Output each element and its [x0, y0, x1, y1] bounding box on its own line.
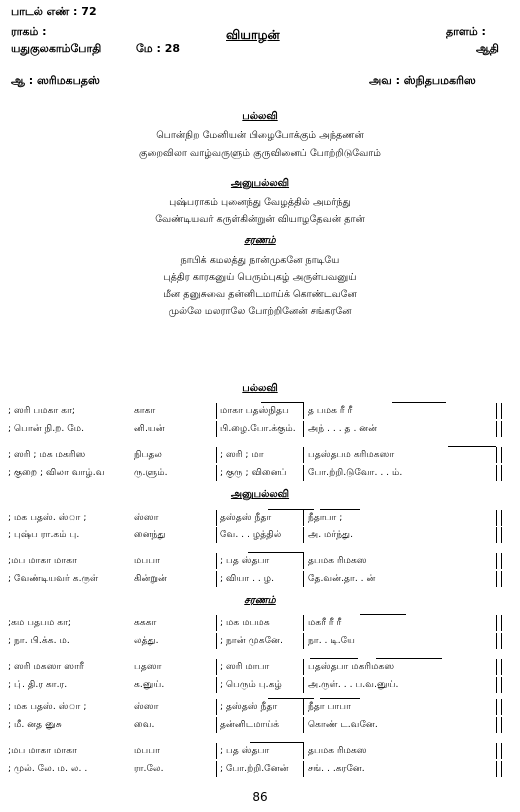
talam-label: தாளம் : — [446, 25, 486, 38]
song-title: வியாழன் — [226, 27, 280, 42]
tara-sthayi-overline — [376, 658, 442, 659]
bar-line — [303, 677, 304, 693]
notation-cell: அ. மர்ந்து. — [308, 529, 354, 540]
lyric-line: புத்திர காரகனுய் பெரும்புகழ் அருள்பவனுய் — [163, 272, 357, 283]
tara-sthayi-overline — [268, 509, 314, 510]
double-bar-line — [496, 761, 502, 777]
tara-sthayi-overline — [250, 742, 304, 743]
double-bar-line — [496, 677, 502, 693]
bar-line — [303, 717, 304, 733]
notation-cell: ; நா. பி.க்க. ம. — [8, 635, 70, 646]
notation-cell: ; மக மபமக — [220, 617, 270, 628]
notation-cell: நிபதல — [134, 449, 163, 460]
notation-row — [0, 677, 520, 694]
notation-cell: ; மக பதஸ். ஸ்ா ; — [8, 701, 87, 712]
double-bar-line — [496, 699, 502, 715]
bar-line — [216, 717, 217, 733]
notation-cell: ; ஸரி ; மக மகரிஸ — [8, 449, 86, 460]
double-bar-line — [496, 717, 502, 733]
notation-cell: த பமக ரீ ரீ — [308, 405, 353, 416]
notation-charanam-heading: சரணம் — [244, 595, 276, 606]
notation-cell: லத்து. — [134, 635, 159, 646]
lyrics-anupallavi-heading: அனுபல்லவி — [230, 178, 290, 189]
notation-cell: ; ஸரி மகஸா ஸாரீ — [8, 661, 84, 672]
double-bar-line — [496, 527, 502, 543]
mela-number: மே : 28 — [136, 42, 181, 55]
notation-cell: ரா.லே. — [134, 763, 164, 774]
bar-line — [216, 743, 217, 759]
notation-row — [0, 421, 520, 438]
notation-cell: நா. . டி.யே — [308, 635, 356, 646]
notation-row — [0, 527, 520, 544]
avarohanam: அவ : ஸ்நிதபமகரிஸ — [369, 74, 476, 87]
talam-name: ஆதி — [476, 42, 499, 55]
tara-sthayi-overline — [360, 614, 406, 615]
double-bar-line — [496, 615, 502, 631]
bar-line — [303, 447, 304, 463]
notation-cell: தே.வன்.தா. . ன் — [308, 573, 376, 584]
notation-cell: ; பத ஸ்தபா — [220, 555, 270, 566]
notation-anupallavi-heading: அனுபல்லவி — [230, 489, 290, 500]
bar-line — [216, 659, 217, 675]
double-bar-line — [496, 553, 502, 569]
notation-cell: னைந்து — [134, 529, 166, 540]
notation-cell: கொண் ட.வனே. — [308, 719, 378, 730]
notation-cell: பதஸ்தபம கரிமகஸா — [308, 449, 395, 460]
bar-line — [303, 527, 304, 543]
notation-cell: ; தஸ்தஸ் நீதா — [220, 701, 278, 712]
notation-cell: ;கம பதபம கா; — [8, 617, 72, 628]
tara-sthayi-overline — [320, 509, 360, 510]
notation-cell: ; மக பதஸ். ஸ்ா ; — [8, 512, 87, 523]
notation-cell: ; வேண்டியவர் க.ருள் — [8, 573, 99, 584]
double-bar-line — [496, 743, 502, 759]
notation-cell: ஸ்ஸா — [134, 512, 159, 523]
ragam-name: யதுகுலகாம்போதி — [11, 42, 102, 55]
bar-line — [216, 447, 217, 463]
bar-line — [303, 633, 304, 649]
notation-cell: னி.யன் — [134, 423, 165, 434]
notation-pallavi-heading: பல்லவி — [242, 383, 278, 394]
notation-cell: ; பொன் நி.ற. மே. — [8, 423, 85, 434]
tara-sthayi-overline — [268, 698, 314, 699]
bar-line — [303, 699, 304, 715]
tara-sthayi-overline — [448, 446, 496, 447]
lyric-line: வேண்டியவர் கருள்கின்றுன் வியாழதேவன் தான் — [155, 214, 365, 225]
notation-cell: ; முல். லே. ம. ல. . — [8, 763, 88, 774]
lyric-line: நாபிக் கமலத்து நான்முகனே நாடியே — [180, 255, 340, 266]
bar-line — [303, 615, 304, 631]
bar-line — [303, 403, 304, 419]
notation-cell: ; ஸரி பமகா கா; — [8, 405, 76, 416]
notation-cell: போ.ற்றி.டுவோ. . . ம். — [308, 467, 403, 478]
notation-row — [0, 699, 520, 716]
notation-cell: ; பத ஸ்தபா — [220, 745, 270, 756]
notation-cell: ;மப மாகா மாகா — [8, 745, 77, 756]
lyric-line: பொன்நிற மேனியன் பிழைபோக்கும் அந்தணன் — [156, 130, 364, 141]
notation-cell: வே. . . ழத்தில் — [220, 529, 282, 540]
notation-cell: ;மப மாகா மாகா — [8, 555, 77, 566]
notation-cell: ; பு். தி.ர கா.ர. — [8, 679, 68, 690]
ragam-label: ராகம் : — [11, 25, 47, 38]
notation-cell: ; பெரும் பு.கழ் — [220, 679, 282, 690]
bar-line — [303, 553, 304, 569]
notation-cell: மபபா — [134, 745, 160, 756]
notation-cell: நீதா பாபா — [308, 701, 351, 712]
lyric-line: குறைவிலா வாழ்வருளும் குருவினைப் போற்றிடுவோம் — [138, 148, 382, 159]
notation-row — [0, 465, 520, 482]
double-bar-line — [496, 465, 502, 481]
bar-line — [303, 571, 304, 587]
notation-row — [0, 761, 520, 778]
notation-row — [0, 743, 520, 760]
notation-cell: ஸ்ஸா — [134, 701, 159, 712]
bar-line — [216, 465, 217, 481]
bar-line — [303, 421, 304, 437]
notation-cell: ; மீ. னத னுசு — [8, 719, 62, 730]
bar-line — [216, 633, 217, 649]
notation-cell: தஸ்தஸ் நீதா — [220, 512, 272, 523]
notation-cell: பதஸ்தபா மகரிமகஸ — [308, 661, 395, 672]
notation-cell: பி.ழை.போ.க்கும். — [220, 423, 296, 434]
notation-cell: வை. — [134, 719, 155, 730]
bar-line — [216, 761, 217, 777]
double-bar-line — [496, 447, 502, 463]
double-bar-line — [496, 633, 502, 649]
lyric-line: புஷ்பராகம் புனைந்து வேழத்தில் அமர்ந்து — [169, 197, 351, 208]
bar-line — [216, 615, 217, 631]
bar-line — [303, 510, 304, 526]
notation-row — [0, 615, 520, 632]
arohanam: ஆ : ஸரிமகபதஸ் — [11, 74, 100, 87]
lyric-line: முல்லே மலராலே போற்றினேன் சங்கரனே — [168, 306, 352, 317]
notation-cell: நீதாபா ; — [308, 512, 343, 523]
notation-row — [0, 447, 520, 464]
bar-line — [216, 699, 217, 715]
notation-cell: சங். . .கரனே. — [308, 763, 365, 774]
bar-line — [216, 421, 217, 437]
bar-line — [303, 743, 304, 759]
song-number: பாடல் எண் : 72 — [11, 5, 97, 18]
tara-sthayi-overline — [310, 658, 358, 659]
lyric-line: மீன தனுசுவை தன்னிடமாய்க் கொண்டவனே — [163, 289, 357, 300]
notation-cell: ; குறை ; விலா வாழ்.வ — [8, 467, 105, 478]
page-number: 86 — [252, 790, 268, 804]
bar-line — [216, 510, 217, 526]
bar-line — [216, 571, 217, 587]
notation-cell: ; ஸரி ; மா — [220, 449, 264, 460]
double-bar-line — [496, 403, 502, 419]
bar-line — [216, 527, 217, 543]
notation-cell: மாகா பதஸ்நிதப — [220, 405, 289, 416]
bar-line — [216, 553, 217, 569]
tara-sthayi-overline — [320, 698, 360, 699]
notation-cell: ; போ.ற்றி.னேன் — [220, 763, 289, 774]
bar-line — [303, 659, 304, 675]
tara-sthayi-overline — [261, 402, 304, 403]
notation-cell: கின்றுன் — [134, 573, 168, 584]
notation-cell: காகா — [134, 405, 156, 416]
notation-row — [0, 659, 520, 676]
notation-cell: கககா — [134, 617, 157, 628]
notation-row — [0, 571, 520, 588]
notation-cell: ; ஸரி மாபா — [220, 661, 270, 672]
notation-cell: மபபா — [134, 555, 160, 566]
notation-cell: தபமக ரிமகஸ — [308, 555, 367, 566]
notation-cell: க.னுய். — [134, 679, 165, 690]
bar-line — [216, 677, 217, 693]
lyrics-pallavi-heading: பல்லவி — [242, 111, 278, 122]
notation-cell: ; புஷ்ப ரா.கம் பு. — [8, 529, 80, 540]
notation-cell: ; நான் முகனே. — [220, 635, 283, 646]
double-bar-line — [496, 510, 502, 526]
bar-line — [216, 403, 217, 419]
notation-row — [0, 553, 520, 570]
notation-cell: அந் . . . த . னன் — [308, 423, 378, 434]
double-bar-line — [496, 421, 502, 437]
bar-line — [303, 761, 304, 777]
notation-cell: ; வியா . . ழ. — [220, 573, 275, 584]
double-bar-line — [496, 571, 502, 587]
tara-sthayi-overline — [392, 402, 446, 403]
notation-cell: பதஸா — [134, 661, 162, 672]
notation-row — [0, 403, 520, 420]
notation-row — [0, 510, 520, 527]
notation-row — [0, 633, 520, 650]
double-bar-line — [496, 659, 502, 675]
notation-cell: ரு.ளும். — [134, 467, 168, 478]
tara-sthayi-overline — [248, 552, 304, 553]
notation-cell: மகரீ ரீ ரீ — [308, 617, 342, 628]
notation-cell: தன்னிடமாய்க் — [220, 719, 280, 730]
bar-line — [303, 465, 304, 481]
lyrics-charanam-heading: சரணம் — [244, 235, 276, 246]
notation-row — [0, 717, 520, 734]
notation-cell: தபமக ரிமகஸ — [308, 745, 367, 756]
notation-cell: ; குரு ; வினைப் — [220, 467, 287, 478]
notation-cell: அ.ருள். . . ப.வ.னுய். — [308, 679, 399, 690]
